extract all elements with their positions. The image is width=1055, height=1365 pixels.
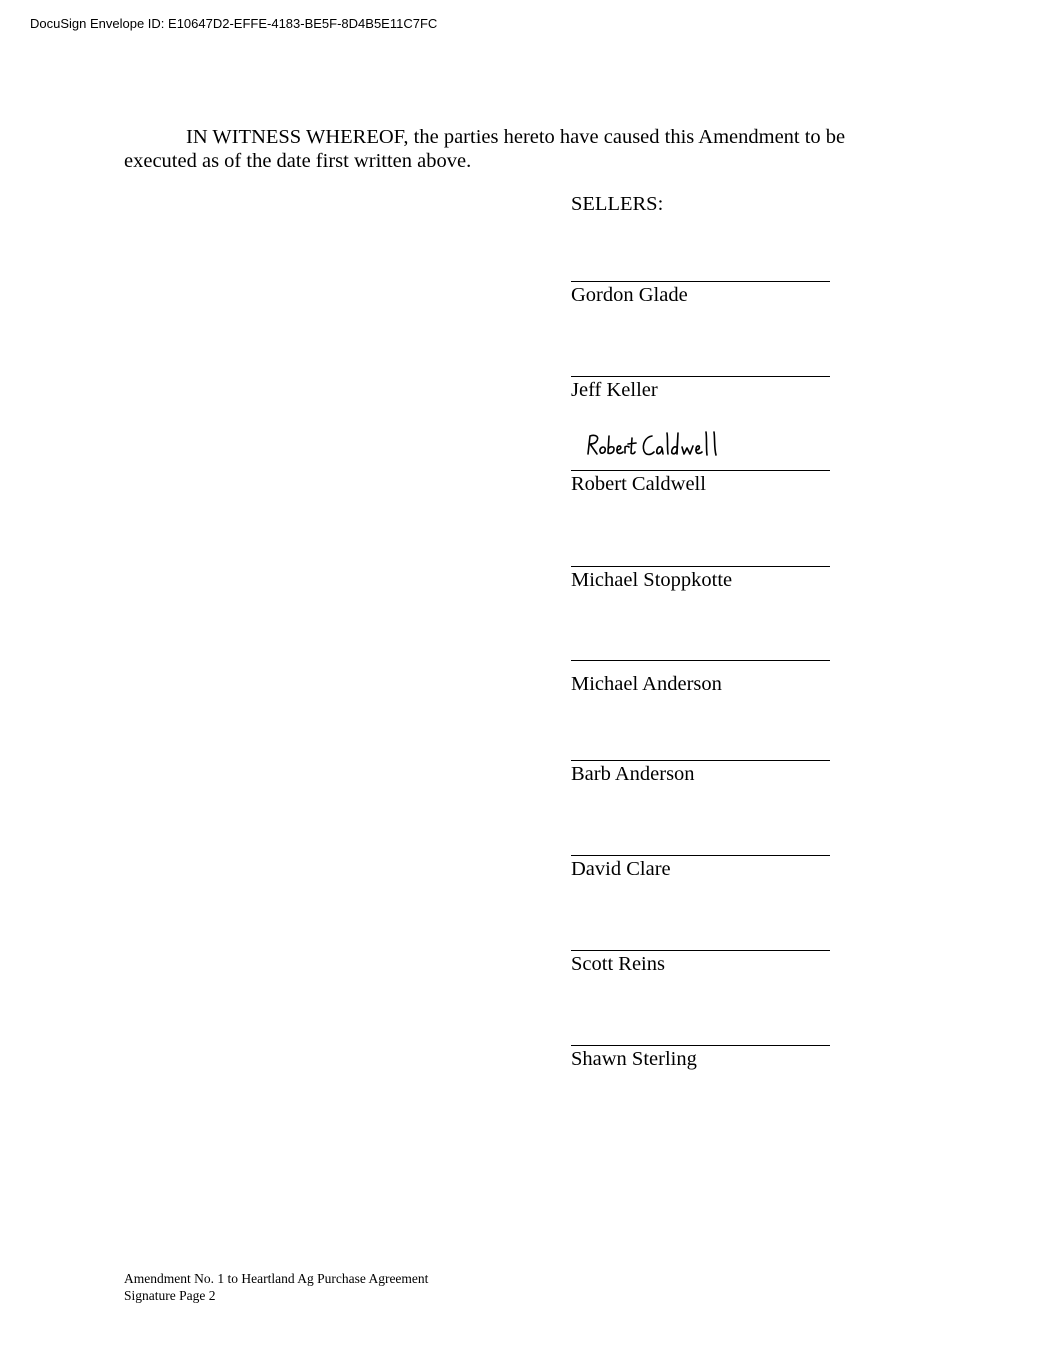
signature-line[interactable] (571, 469, 830, 471)
signatory-name: Jeff Keller (571, 379, 658, 401)
signature-block-gordon-glade (571, 280, 831, 307)
signature-line[interactable] (571, 659, 830, 661)
witness-paragraph: IN WITNESS WHEREOF, the parties hereto have caused this Amendment to be executed as of the date first written above. (124, 126, 846, 172)
signatory-name: Barb Anderson (571, 763, 695, 785)
signatory-name: Michael Stoppkotte (571, 569, 733, 591)
signature-line[interactable] (571, 280, 830, 282)
signature-line[interactable] (571, 949, 830, 951)
robert-caldwell-handwritten-signature (584, 428, 724, 464)
signature-block-barb-anderson (571, 759, 831, 786)
signatory-name: David Clare (571, 858, 671, 880)
signature-block-scott-reins (571, 949, 831, 976)
signatory-name: Michael Anderson (571, 673, 722, 695)
docusign-envelope-id: DocuSign Envelope ID: E10647D2-EFFE-4183-BE5F-8D4B5E11C7FC (30, 16, 438, 31)
signature-line[interactable] (571, 375, 830, 377)
signatory-name: Gordon Glade (571, 284, 688, 306)
signatory-name: Shawn Sterling (571, 1048, 697, 1070)
signatory-name: Robert Caldwell (571, 473, 706, 495)
footer-document-title: Amendment No. 1 to Heartland Ag Purchase Agreement (124, 1271, 429, 1286)
sellers-heading: SELLERS: (571, 193, 664, 215)
signature-block-shawn-sterling (571, 1044, 831, 1071)
signature-line[interactable] (571, 565, 830, 567)
signature-block-robert-caldwell (571, 469, 831, 496)
signature-line[interactable] (571, 759, 830, 761)
signature-block-jeff-keller (571, 375, 831, 402)
signature-block-michael-anderson (571, 659, 831, 696)
page-footer (124, 1270, 428, 1304)
signature-line[interactable] (571, 1044, 830, 1046)
footer-page-label: Signature Page 2 (124, 1288, 216, 1303)
signature-line[interactable] (571, 854, 830, 856)
signature-block-michael-stoppkotte (571, 565, 831, 592)
signatory-name: Scott Reins (571, 953, 665, 975)
signature-block-david-clare (571, 854, 831, 881)
